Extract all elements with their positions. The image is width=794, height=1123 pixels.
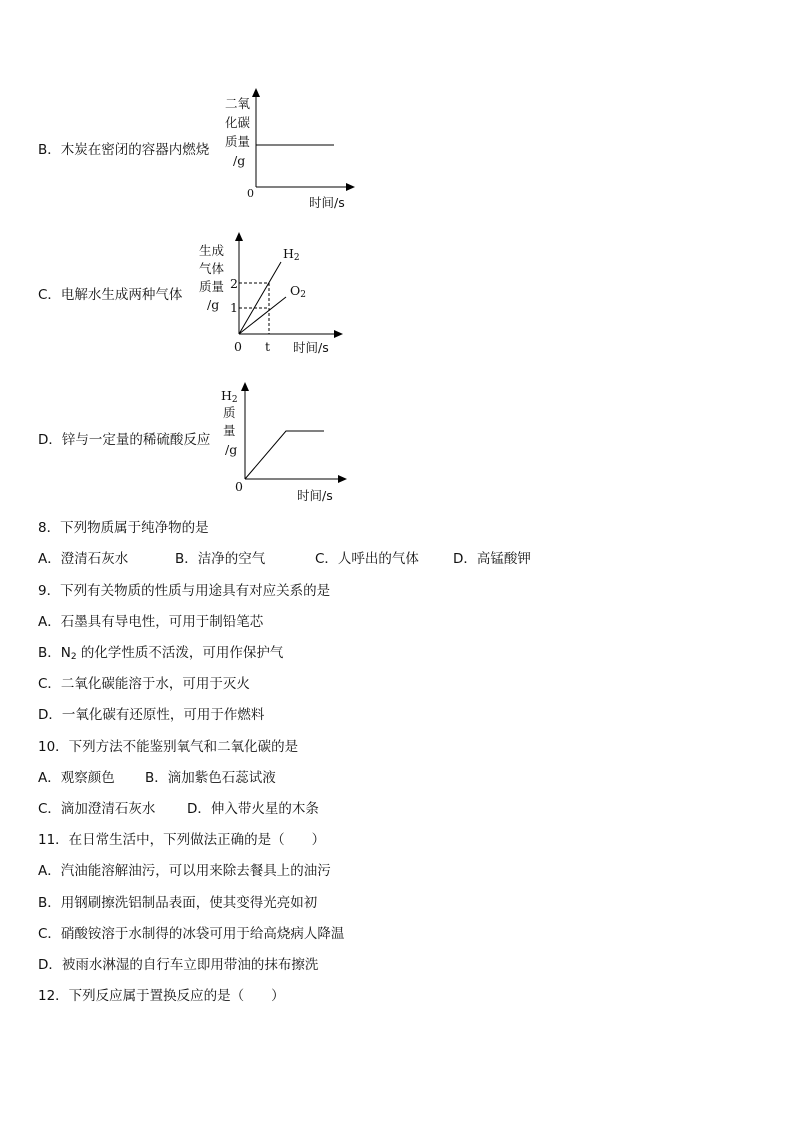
q8-stem: 8．下列物质属于纯净物的是 [38,520,209,536]
q9-option-d[interactable]: D．一氧化碳有还原性，可用于作燃料 [38,707,265,723]
q9-stem: 9．下列有关物质的性质与用途具有对应关系的是 [38,583,331,599]
graph-b-origin: 0 [247,187,254,200]
q8-option-a[interactable]: A．澄清石灰水 [38,551,129,567]
graph-c-tick-1: 1 [230,300,238,315]
graph-b-xlabel: 时间/s [309,195,345,210]
q11-stem: 11．在日常生活中，下列做法正确的是（ ） [38,832,326,848]
graph-c-tick-2: 2 [230,276,238,291]
q11-option-c[interactable]: C．硝酸铵溶于水制得的冰袋可用于给高烧病人降温 [38,926,345,942]
graph-c-caption: C．电解水生成两种气体 [38,287,183,303]
graph-b-ylabel-line2: 化碳 [225,115,251,130]
q9-option-c[interactable]: C．二氧化碳能溶于水，可用于灭火 [38,676,250,692]
graph-c-ylabel-unit: /g [207,297,220,312]
q10-option-d[interactable]: D．伸入带火星的木条 [187,801,319,817]
graph-d-xlabel: 时间/s [297,488,333,503]
q8-option-c[interactable]: C．人呼出的气体 [315,551,419,567]
graph-c-ylabel-line2: 气体 [199,261,225,276]
q9-option-a[interactable]: A．石墨具有导电性，可用于制铅笔芯 [38,614,264,630]
graph-d-ylabel-line2: 量 [223,423,236,438]
graph-c-series-o2: $O_2$ [290,283,306,300]
graph-d-origin: 0 [235,479,243,494]
graph-c-ylabel-line1: 生成 [199,243,225,258]
q8-option-b[interactable]: B．洁净的空气 [175,551,266,567]
q10-option-a[interactable]: A．观察颜色 [38,770,115,786]
graph-d-h2-line [245,431,324,479]
graph-d-ylabel-h2: $H_2$ [221,388,238,405]
graph-c-ylabel-line3: 质量 [199,279,225,294]
graph-b-ylabel-line3: 质量 [225,134,251,149]
graph-d-y-arrow [241,382,249,391]
graph-d-ylabel-line1: 质 [223,405,236,420]
q11-option-a[interactable]: A．汽油能溶解油污，可以用来除去餐具上的油污 [38,863,331,879]
q10-option-b[interactable]: B．滴加紫色石蕊试液 [145,770,276,786]
graph-b-ylabel-line1: 二氧 [225,96,251,111]
graph-d-ylabel-unit: /g [225,442,238,457]
q8-option-d[interactable]: D．高锰酸钾 [453,551,531,567]
q11-option-d[interactable]: D．被雨水淋湿的自行车立即用带油的抹布擦洗 [38,957,319,973]
graph-d-x-arrow [338,475,347,483]
q9-option-b[interactable]: B．$N_2$ 的化学性质不活泼，可用作保护气 [38,645,284,662]
q10-option-c[interactable]: C．滴加澄清石灰水 [38,801,156,817]
graph-b-caption: B．木炭在密闭的容器内燃烧 [38,142,210,158]
graph-c-xlabel: 时间/s [293,340,329,355]
q10-stem: 10．下列方法不能鉴别氧气和二氧化碳的是 [38,739,299,755]
q12-stem: 12．下列反应属于置换反应的是（ ） [38,988,285,1004]
graph-d-caption: D．锌与一定量的稀硫酸反应 [38,432,211,448]
q11-option-b[interactable]: B．用钢刷擦洗铝制品表面，使其变得光亮如初 [38,895,318,911]
graph-c-tick-t: t [265,339,271,354]
graph-b-ylabel-unit: /g [233,153,246,168]
graph-c-series-h2: $H_2$ [283,246,300,263]
graph-c-origin: 0 [234,339,242,354]
